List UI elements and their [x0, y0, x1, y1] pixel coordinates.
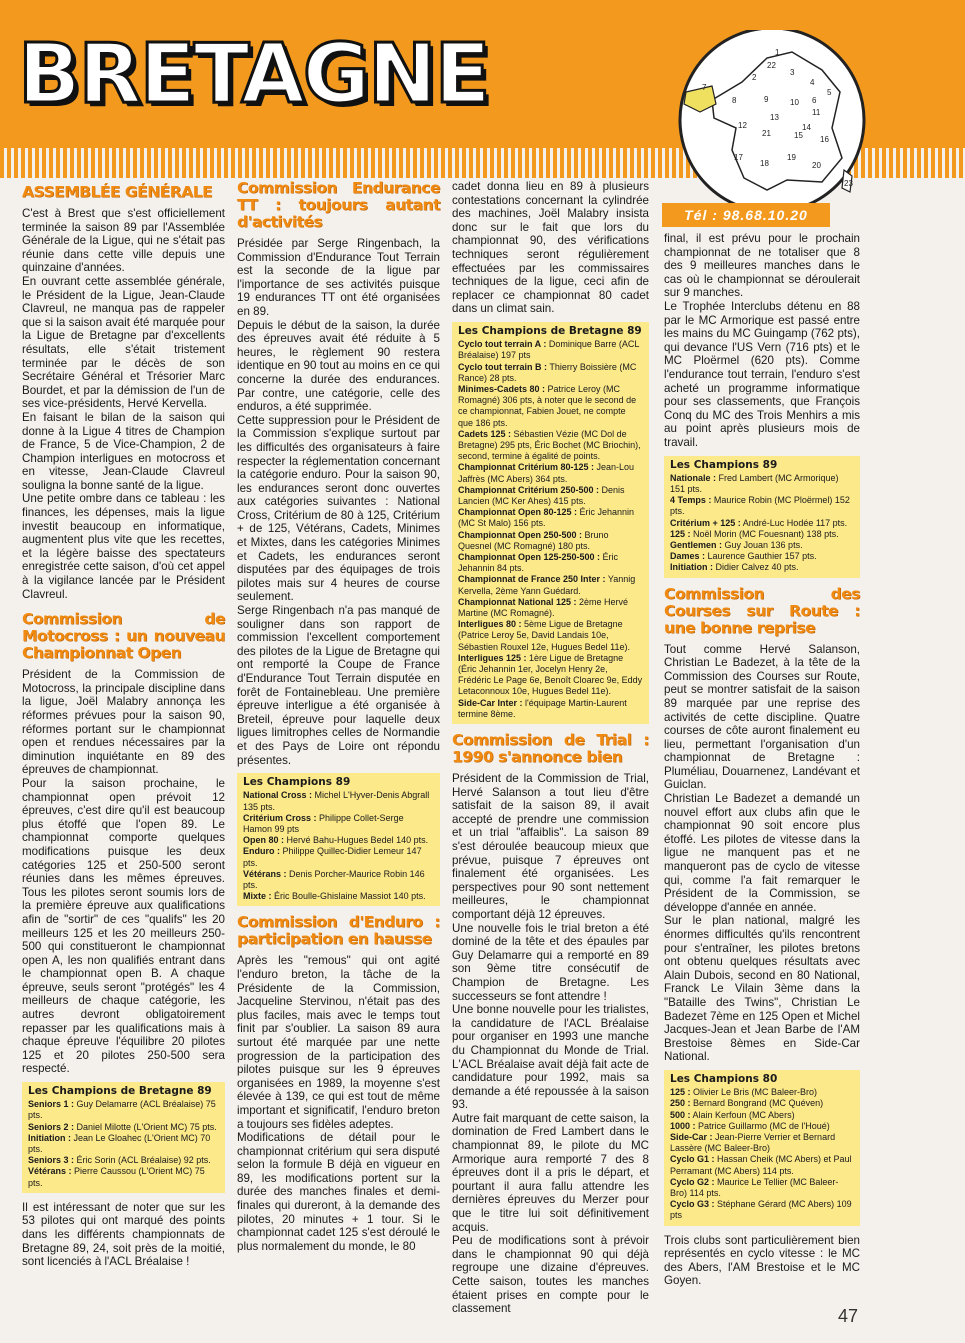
box-line: Critérium + 125 : André-Luc Hodée 117 pts.: [670, 517, 848, 528]
map-label: 17: [734, 153, 743, 162]
box-line: Cyclo tout terrain A : Dominique Barre (ACL Bréalaise) 197 pts: [458, 339, 640, 361]
map-label: 11: [812, 108, 821, 117]
box-line: Interligues 80 : 5ème Ligue de Bretagne (Patrice Leroy 5e, David Landais 10e, Sébastien Rouxel 12e, Hugues Bedel 11e).: [458, 619, 630, 652]
box-line: Championnat Open 125-250-500 : Éric Jehannin 84 pts.: [458, 552, 619, 574]
box-line: Championnat Critérium 80-125 : Jean-Lou Jaffrès (MC Abers) 364 pts.: [458, 462, 635, 484]
box-line: Mixte : Éric Boulle-Ghislaine Massiot 140 pts.: [243, 891, 426, 902]
box-line: Cyclo tout terrain B : Thierry Boissière (MC Rance) 28 pts.: [458, 361, 637, 383]
box-line: Seniors 3 : Éric Sorin (ACL Bréalaise) 92 pts.: [28, 1155, 211, 1166]
box-line: Seniors 1 : Guy Delamarre (ACL Bréalaise) 75 pts.: [28, 1099, 216, 1121]
box-line: Critérium Cross : Philippe Collet-Serge Hamon 99 pts: [243, 812, 404, 834]
paragraph: Une bonne nouvelle pour les trialistes, la candidature de l'ACL Bréalaise pour organiser en 1993 une manche du Championnat du Monde de Trial. L'ACL Bréalaise avait déjà fait acte de candidature pour 1992, mais sa demande a été repoussée à la saison 93.: [452, 1003, 649, 1112]
map-label: 19: [787, 153, 796, 162]
box-line: 4 Temps : Maurice Robin (MC Ploërmel) 152 pts.: [670, 495, 850, 517]
champions-box-cadets: [452, 322, 649, 724]
map-label: 14: [802, 123, 811, 132]
paragraph: Une nouvelle fois le trial breton a été dominé de la tête et des épaules par Guy Delamarre qui a remporté en 89 son 9ème titre consécutif de Champion de Bretagne. Les successeurs se font attendre !: [452, 921, 649, 1003]
map-label: 13: [770, 113, 779, 122]
map-label: 8: [732, 96, 737, 105]
box-line: 250 : Bernard Bongrand (MC Quéven): [670, 1098, 824, 1109]
box-line: Cyclo G2 : Maurice Le Tellier (MC Baleer-Bro) 114 pts.: [670, 1176, 839, 1198]
box-line: Vétérans : Pierre Caussou (L'Orient MC) 75 pts.: [28, 1166, 205, 1188]
paragraph: Autre fait marquant de cette saison, la domination de Fred Lambert dans le championnat 89, le pilote du MC Armorique aura remporté 7 des 8 épreuves dont il a pris le départ, et pourtant il aura fallu attendre les dernières épreuves du Merzer pour que le titre lui soit définitivement acquis.: [452, 1111, 649, 1234]
paragraph: Après les "remous" qui ont agité l'enduro breton, la tâche de la Présidente de la Commission, Jacqueline Stervinou, n'était pas des plus faciles, mais avec le temps tout finit par s'oublier. La saison 89 aura surtout été marquée par une nette progression de la participation des pilotes puisque sur les 9 épreuves organisées en 1989, la moyenne s'est élevée à 139, ce qui est tout de même important et significatif, l'enduro breton a toujours ses fidèles adeptes.: [237, 954, 440, 1131]
map-label: 15: [794, 131, 803, 140]
column-1: [22, 184, 225, 1269]
column-4: [664, 232, 860, 1288]
france-map: [672, 30, 872, 210]
paragraph: Sur le plan national, malgré les énormes difficultés qu'ils rencontrent pour s'entraîner, les pilotes bretons ont obtenu quelques résultats avec Alain Dubois, second en 80 National, Franck Le Vilain 3ème dans la "Bataille des Twins", Christian Le Badezet 7ème en 125 Open et Michel Jacques-Jean et Jean Barbe de l'AM Brestoise 8èmes en Side-Car National.: [664, 914, 860, 1064]
box-line: Initiation : Didier Calvez 40 pts.: [670, 562, 799, 573]
page-number: 47: [838, 1306, 859, 1326]
box-line: Cyclo G3 : Stéphane Gérard (MC Abers) 109 pts: [670, 1199, 852, 1221]
box-line: Dames : Laurence Gauthier 157 pts.: [670, 551, 817, 562]
paragraph: Tout comme Hervé Salanson, Christian Le Badezet, à la tête de la Commission des Courses sur Route, peut se montrer satisfait de la saison 89 marquée par une reprise des activités de cette discipline. Quatre courses de côte auront finalement eu lieu, permettant l'organisation d'un championnat de Bretagne : Pluméliau, Douarnenez, Landévant et Guiclan.: [664, 642, 860, 792]
paragraph: Président de la Commission de Trial, Hervé Salanson a tout lieu d'être satisfait de la saison 89, il avait accepté de prendre une commission et un trial "affaiblis". La saison 89 s'est déroulée beaucoup mieux que prévue, puisque 7 épreuves ont finalement été organisées. Les perspectives pour 90 sont nettement meilleures, le championnat comportant déjà 12 épreuves.: [452, 772, 649, 921]
box-line: 125 : Noël Morin (MC Fouesnant) 138 pts.: [670, 528, 839, 539]
box-line: Cyclo G1 : Hassan Cheik (MC Abers) et Paul Perramant (MC Abers) 114 pts.: [670, 1154, 852, 1176]
paragraph: En ouvrant cette assemblée générale, le Président de la Ligue, Jean-Claude Clavreul, ne manqua pas de rappeler que si la saison avait été marquée pour la Ligue de Bretagne par d'excellents résultats, elle s'était tristement terminée par le décès de son Secrétaire Général et Trésorier Marc Bourdet, et par la démission de l'un de ses vice-présidents, Hervé Kervella.: [22, 274, 225, 411]
heading-motocross: Commission de Motocross : un nouveau Championnat Open: [22, 610, 225, 663]
paragraph: Trois clubs sont particulièrement bien représentés en cyclo vitesse : le MC des Abers, l'AM Brestoise et le MC Goyen.: [664, 1233, 860, 1288]
box-line: National Cross : Michel L'Hyver-Denis Abgrall 135 pts.: [243, 790, 430, 812]
box-line: Gentlemen : Guy Jouan 136 pts.: [670, 539, 803, 550]
map-label: 22: [767, 61, 776, 70]
map-label: 4: [810, 78, 815, 87]
map-label: 5: [827, 88, 832, 97]
box-line: Initiation : Jean Le Gloahec (L'Orient MC) 70 pts.: [28, 1132, 211, 1155]
champions-box-route: [664, 1070, 860, 1226]
map-label: 6: [812, 96, 817, 105]
paragraph: Depuis le début de la saison, la durée des épreuves avait été réduite à 5 heures, le règlement 90 restera identique en 90 tout au moins en ce qui concerne la durée des endurances. Par contre, une catégorie, celle des enduros, a été supprimée.: [237, 318, 440, 414]
heading-route: Commission des Courses sur Route : une bonne reprise: [664, 584, 860, 637]
box-line: 500 : Alain Kerfoun (MC Abers): [670, 1109, 795, 1120]
champions-box-trial: [664, 456, 860, 578]
box-line: 125 : Olivier Le Bris (MC Baleer-Bro): [670, 1087, 818, 1098]
box-line: Open 80 : Hervé Bahu-Hugues Bedel 140 pts.: [243, 835, 429, 846]
map-label: 2: [752, 73, 757, 82]
box-line: Enduro : Philippe Quillec-Didier Lemeur 147 pts.: [243, 846, 422, 868]
map-label: 12: [738, 121, 747, 130]
map-label: 10: [790, 98, 799, 107]
box-line: Interligues 125 : 1ère Ligue de Bretagne (Éric Jehannin 1er, Jocelyn Henry 2e, Frédéric Le Page 6e, Benoît Cloarec 9e, Eddy Letaconnoux 10e, Hugues Bedel 11e).: [458, 652, 643, 697]
box-title: Les Champions 89: [670, 458, 778, 471]
page-title: BRETAGNE: [18, 27, 489, 122]
map-label: 20: [812, 161, 821, 170]
map-label: 21: [762, 129, 771, 138]
box-line: Championnat de France 250 Inter : Yannig Kervella, 2ème Yann Guédard.: [458, 574, 636, 596]
box-title: Les Champions 89: [243, 776, 351, 789]
paragraph: Une petite ombre dans ce tableau : les finances, les dépenses, mais la ligue investit beaucoup en informatique, augmentent plus vite que les recettes, et la légère baisse des spectateurs enregistrée cette saison, d'où cet appel à la vigilance lancée par le Président Clavreul.: [22, 492, 225, 601]
map-label: 16: [820, 135, 829, 144]
paragraph: cadet donna lieu en 89 à plusieurs contestations concernant la cylindrée des machines, Joël Malabry insista donc sur le fait que lors du championnat 90, des vérifications techniques seront régulièrement effectuées par les commissaires techniques de la ligue, ceci afin de replacer ce championnat 80 cadet dans un climat sain.: [452, 180, 649, 316]
box-title: Les Champions 80: [670, 1072, 778, 1085]
paragraph: Président de la Commission de Motocross, la principale discipline dans la ligue, Joël Malabry annonça les réformes prévues pour la saison 90, réformes portant sur le championnat open et rendues nécessaires par la diminution inquiétante en 89 des épreuves de championnat.: [22, 668, 225, 777]
paragraph: Cette suppression pour le Président de la Commission s'explique surtout par les difficultés des organisateurs à faire respecter la réglementation concernant la catégorie enduro. Pour la saison 90, les endurances seront donc ouvertes aux catégories suivantes : National Cross, Critérium de 80 à 125, Critérium + de 125, Vétérans, Cadets, Minimes et Mixtes, dans les catégories Minimes et Cadets, les endurances seront disputées par des équipages de trois pilotes mais sur 4 heures de course seulement.: [237, 413, 440, 604]
box-line: Nationale : Fred Lambert (MC Armorique) 151 pts.: [670, 472, 839, 494]
box-title: Les Champions de Bretagne 89: [28, 1085, 212, 1098]
paragraph: Il est intéressant de noter que sur les 53 pilotes qui ont marqué des points dans les différents championnats de Bretagne 89, 24, soit près de la moitié, sont licenciés à l'ACL Bréalaise !: [22, 1200, 225, 1269]
france-map-icon: [672, 30, 872, 210]
column-3: [452, 180, 649, 1316]
box-line: 1000 : Patrice Guillarmo (MC de l'Houé): [670, 1120, 830, 1131]
map-label: 9: [764, 95, 769, 104]
paragraph: Peu de modifications sont à prévoir dans le championnat 90 qui déjà regroupe une dizaine d'épreuves. Cette saison, toutes les manches étaient prises en compte pour le classement: [452, 1234, 649, 1316]
champions-box-motocross: [22, 1082, 225, 1193]
paragraph: Le Trophée Interclubs détenu en 88 par le MC Armorique est passé entre les mains du MC Guingamp (762 pts), qui devance l'US Vern (716 pts) et le MC Ploërmel (620 pts). Comme l'endurance tout terrain, l'enduro s'est acheté un programme informatique pour ses classements, que François Conq du MC des Trois Menhirs a mis au point après plusieurs mois de travail.: [664, 299, 860, 449]
telephone-banner: Tél : 98.68.10.20: [662, 203, 830, 227]
map-label: 23: [844, 179, 853, 188]
paragraph: Pour la saison prochaine, le championnat open prévoit 12 épreuves, c'est dire qu'il est beaucoup plus étoffé que l'open 89. Le championnat comporte quelques modifications puisque les deux catégories 125 et 250-500 seront réunies dans les mêmes épreuves. Tous les pilotes seront soumis lors de la première épreuve aux qualifications afin de "sortir" de ces "qualifs" les 20 meilleurs 125 et les 20 meilleurs 250-500 qui constitueront le championnat open A, les non qualifiés entrant dans le championnat open B. A chaque épreuve, seuls seront "protégés" les 4 meilleurs de chaque catégorie, les autres devront obligatoirement repasser par les qualifications mais à chaque épreuve l'équilibre 20 pilotes 125 et 20 pilotes 250-500 sera respecté.: [22, 776, 225, 1076]
box-line: Vétérans : Denis Porcher-Maurice Robin 146 pts.: [243, 868, 425, 890]
paragraph: En faisant le bilan de la saison qui donne à la Ligue 4 titres de Champion de France, 5 de Vice-Champion, 2 de Champion interligues en motocross et en vitesse, Jean-Claude Clavreul souligna la bonne santé de la ligue.: [22, 410, 225, 492]
column-2: [237, 180, 440, 1253]
heading-assemblee: ASSEMBLÉE GÉNÉRALE: [22, 183, 213, 201]
champions-box-endurance: [237, 773, 440, 906]
box-line: Cadets 125 : Sébastien Vézie (MC Dol de Bretagne) 295 pts, Éric Bochet (MC Briochin), second, termine à égalité de points.: [458, 428, 641, 462]
box-line: Championnat National 125 : 2ème Hervé Martine (MC Romagné).: [458, 596, 629, 619]
paragraph: C'est à Brest que s'est officiellement terminée la saison 89 par l'Assemblée Générale de la Ligue, qui ne s'était pas réunie dans cette ville depuis une quinzaine d'années.: [22, 207, 225, 275]
map-label: 3: [790, 68, 795, 77]
box-title: Les Champions de Bretagne 89: [458, 324, 642, 337]
heading-endurance: Commission Endurance TT : toujours autant d'activités: [237, 179, 440, 231]
box-line: Championnat Open 80-125 : Éric Jehannin (MC St Malo) 156 pts.: [458, 507, 635, 529]
heading-enduro: Commission d'Enduro : participation en hausse: [237, 913, 440, 949]
map-label: 18: [760, 159, 769, 168]
paragraph: Présidée par Serge Ringenbach, la Commission d'Endurance Tout Terrain est la seconde de la ligue par l'importance de ses activités puisque 19 endurances TT ont été organisées en 89.: [237, 237, 440, 318]
paragraph: final, il est prévu pour le prochain championnat de ne totaliser que 8 des 9 meilleures manches dans le cas où le championnat se déroulerait sur 9 manches.: [664, 232, 860, 300]
paragraph: Serge Ringenbach n'a pas manqué de souligner dans son rapport de commission l'excellent comportement des pilotes de la Ligue de Bretagne qui ont remporté la Coupe de France d'Endurance Tout Terrain disputée en forêt de Fontainebleau. Une première épreuve interligue a été organisée à Breteil, épreuve pour laquelle deux ligues limitrophes celles de Normandie et des Pays de Loire ont répondu présentes.: [237, 604, 440, 767]
paragraph: Modifications de détail pour le championnat critérium qui sera disputé selon la formule B déjà en vigueur en 89, les modifications portent sur la durée des manches finales et demi-finales qui dureront, à la demande des pilotes, 20 minutes + 1 tour. Si le championnat cadet 125 s'est déroulé le plus normalement du monde, le 80: [237, 1131, 440, 1253]
box-line: Championnat Critérium 250-500 : Denis Lancien (MC Ker Ahes) 415 pts.: [458, 484, 625, 506]
box-line: Minimes-Cadets 80 : Patrice Leroy (MC Romagné) 306 pts, à noter que le second de ce championnat, Fabien Jouet, ne compte que 186 pts.: [458, 383, 637, 428]
map-label: 7: [702, 83, 707, 92]
box-line: Side-Car : Jean-Pierre Verrier et Bernard Lassère (MC Baleer-Bro): [670, 1131, 836, 1154]
map-label: 1: [775, 48, 780, 57]
box-line: Side-Car Inter : l'équipage Martin-Laurent termine 8ème.: [458, 697, 627, 719]
box-line: Championnat Open 250-500 : Bruno Quesnel (MC Romagné) 180 pts.: [458, 529, 609, 551]
paragraph: Christian Le Badezet a demandé un nouvel effort aux clubs afin que le championnat 90 soit encore plus étoffé. Les pilotes de vitesse dans la ligue ne manquent pas et ne manqueront pas de cyclo de vitesse qui, comme l'a fait remarquer le Président de la Commission, se développe d'année en année.: [664, 792, 860, 914]
box-line: Seniors 2 : Daniel Milotte (L'Orient MC) 75 pts.: [28, 1121, 217, 1132]
heading-trial: Commission de Trial : 1990 s'annonce bien: [452, 731, 649, 767]
